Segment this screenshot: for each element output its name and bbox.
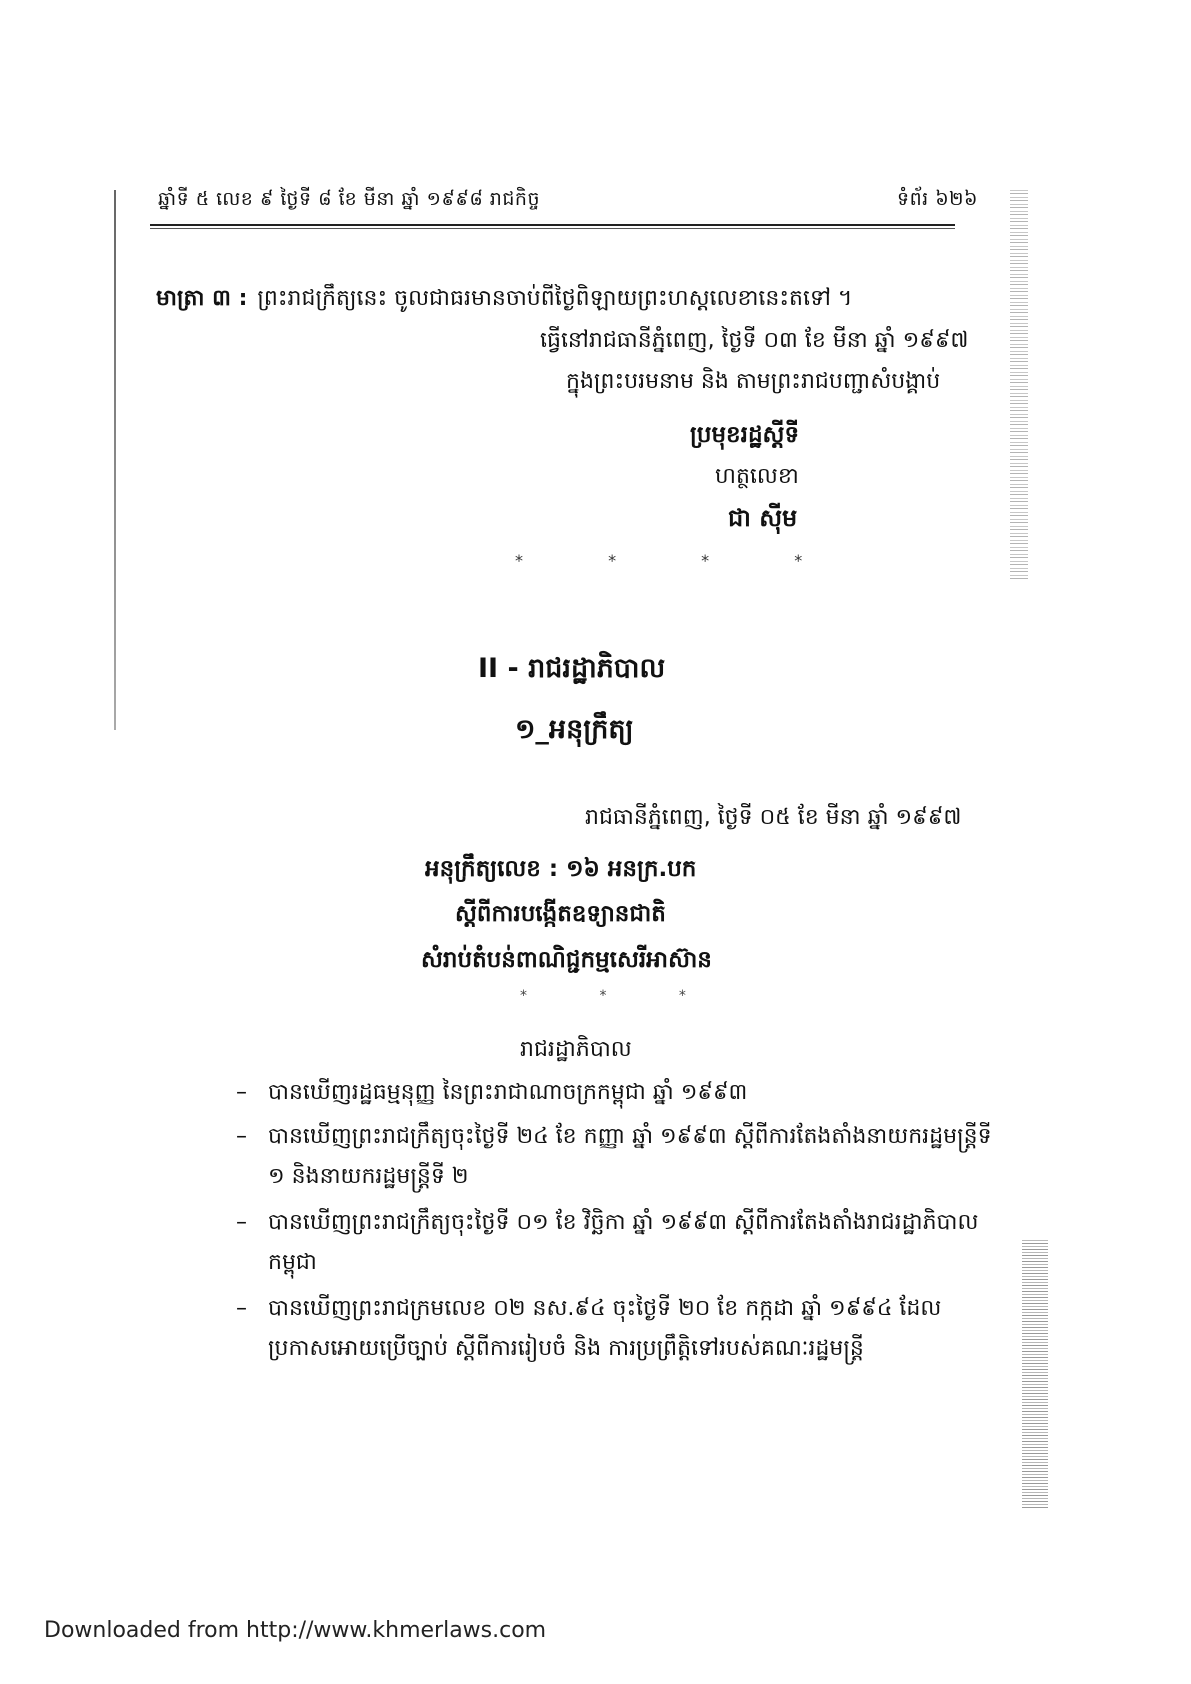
recital-text: បានឃើញរដ្ឋធម្មនុញ្ញ នៃព្រះរាជាណាចក្រកម្ពុជា ឆ្នាំ ១៩៩៣ (268, 1080, 748, 1105)
article-3 (156, 284, 852, 316)
page-left-border (114, 190, 116, 730)
signoff-royal-note: ក្នុងព្រះបរមនាម និង តាមព្រះរាជបញ្ជាសំបង្គាប់ (566, 369, 941, 394)
decree-subject-line-2: សំរាប់តំបន់ពាណិជ្ជកម្មសេរីអាស៊ាន (421, 947, 712, 973)
signoff-signature-label: ហត្ថលេខា (715, 464, 799, 489)
signoff-place-date: ធ្វើនៅរាជធានីភ្នំពេញ, ថ្ងៃទី ០៣ ខែ មីនា ឆ្នាំ ១៩៩៧ (540, 328, 969, 353)
recital-text: បានឃើញព្រះរាជក្រមលេខ ០២ នស.៩៤ ចុះថ្ងៃទី ២០ ខែ កក្កដា ឆ្នាំ ១៩៩៤ ដែលប្រកាសអោយប្រើច្បាប់ ស្តីពីការរៀបចំ និង ការប្រព្រឹត្តិទៅរបស់គណៈរដ្ឋមន្ត្រី (268, 1296, 942, 1361)
scan-noise-bottom (1022, 1240, 1048, 1510)
recital-item (236, 1117, 996, 1197)
scan-noise-top (1010, 190, 1028, 580)
recital-item (236, 1073, 996, 1113)
recital-item (236, 1289, 996, 1369)
separator-stars: * * * * (515, 551, 843, 570)
signoff-name: ជា ស៊ីម (728, 504, 798, 532)
page-number: ទំព័រ ៦២៦ (897, 188, 978, 210)
section-title: II - រាជរដ្ឋាភិបាល (478, 653, 666, 684)
recital-text: បានឃើញព្រះរាជក្រឹត្យចុះថ្ងៃទី ២៤ ខែ កញ្ញា ឆ្នាំ ១៩៩៣ ស្តីពីការតែងតាំងនាយករដ្ឋមន្ត្រីទី ១ និងនាយករដ្ឋមន្ត្រីទី ២ (268, 1124, 992, 1189)
header-rule-secondary (150, 228, 955, 229)
article-3-label: មាត្រា ៣ : (156, 286, 248, 311)
government-heading: រាជរដ្ឋាភិបាល (520, 1037, 632, 1062)
decree-number: អនុក្រឹត្យលេខ : ១៦ អនក្រ.បក (425, 856, 697, 882)
header-rule (150, 224, 955, 226)
recital-item (236, 1203, 996, 1283)
recital-dash: – (236, 1210, 247, 1235)
recital-dash: – (236, 1124, 247, 1149)
subsection-title: ១_អនុក្រឹត្យ (515, 714, 634, 745)
gazette-issue-info: ឆ្នាំទី ៥ លេខ ៩ ថ្ងៃទី ៨ ខែ មីនា ឆ្នាំ ១៩៩៨ រាជកិច្ច (158, 188, 541, 210)
decree-dateline: រាជធានីភ្នំពេញ, ថ្ងៃទី ០៥ ខែ មីនា ឆ្នាំ ១៩៩៧ (585, 805, 962, 830)
decree-subject-line-1: ស្តីពីការបង្កើតឧទ្យានជាតិ (455, 901, 666, 927)
recital-dash: – (236, 1296, 247, 1321)
article-3-text: ព្រះរាជក្រឹត្យនេះ ចូលជាធរមានចាប់ពីថ្ងៃពិឡាយព្រះហស្តលេខានេះតទៅ ។ (257, 286, 853, 311)
separator-stars-small: * * * (520, 988, 720, 1004)
recital-dash: – (236, 1080, 247, 1105)
recital-text: បានឃើញព្រះរាជក្រឹត្យចុះថ្ងៃទី ០១ ខែ វិច្ឆិកា ឆ្នាំ ១៩៩៣ ស្តីពីការតែងតាំងរាជរដ្ឋាភិបាលកម្ពុជា (268, 1210, 979, 1275)
download-source-footer: Downloaded from http://www.khmerlaws.com (44, 1618, 547, 1643)
signoff-title: ប្រមុខរដ្ឋស្តីទី (690, 422, 800, 448)
